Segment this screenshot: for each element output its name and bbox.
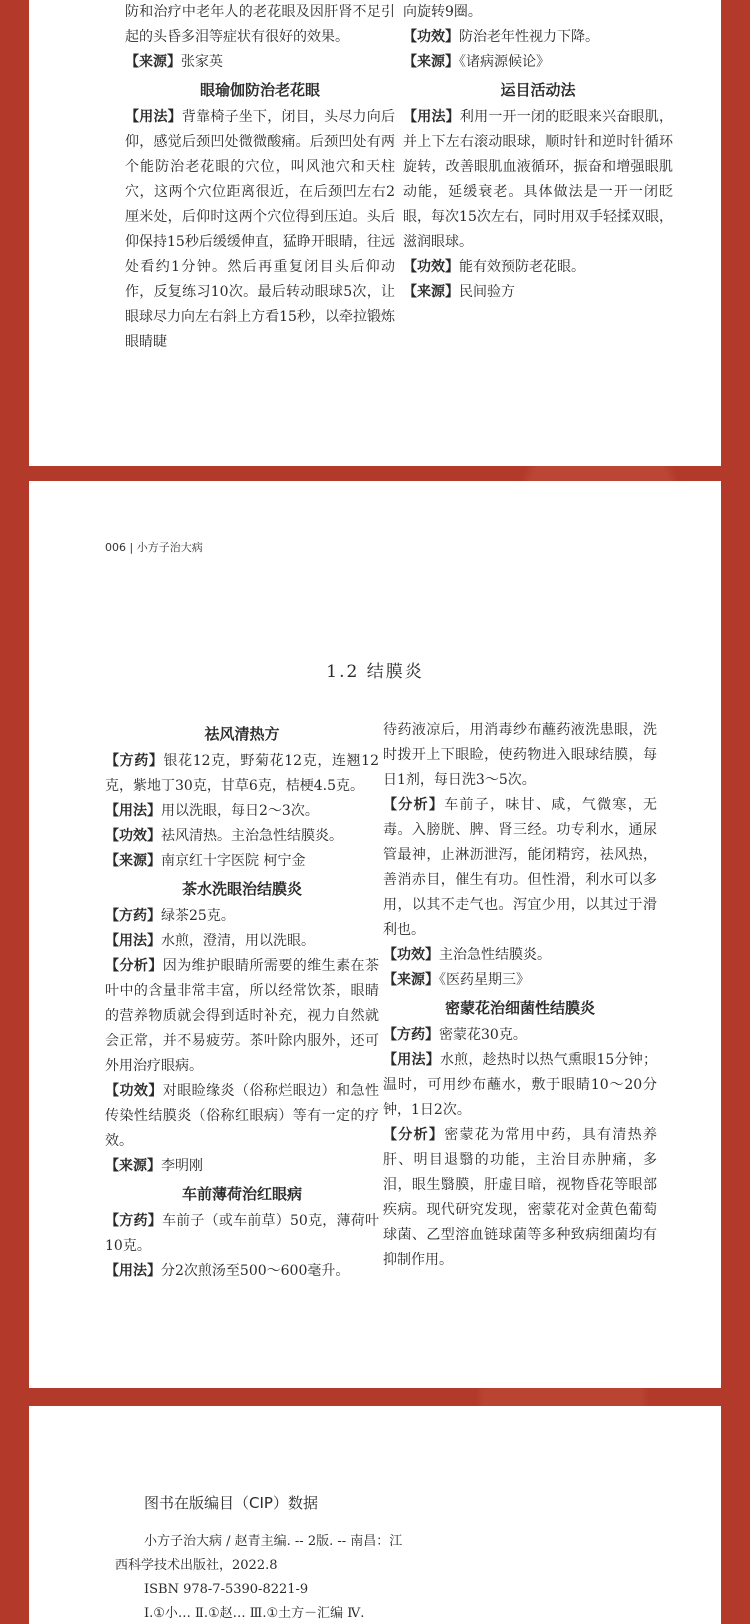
field-text: 银花12克，野菊花12克，连翘12克，紫地丁30克，甘草6克，桔梗4.5克。 (105, 753, 379, 794)
field-tag: 【用法】 (125, 109, 182, 125)
field-tag: 【来源】 (383, 972, 439, 988)
labeled-paragraph (105, 1079, 379, 1154)
cip-line: 西科学技术出版社，2022.8 (115, 1558, 278, 1573)
field-text: 《医药星期三》 (439, 972, 530, 988)
field-text: 密蒙花30克。 (439, 1027, 527, 1043)
page2-left-column (105, 719, 379, 1284)
field-text: 密蒙花为常用中药，具有清热养肝、明目退翳的功能，主治目赤肿痛，多泪，眼生翳膜，肝虚目暗，视物昏花等眼部疾病。现代研究发现，密蒙花对金黄色葡萄球菌、乙型溶血链球菌等多种致病细菌均有抑制作用。 (383, 1127, 658, 1268)
labeled-paragraph (125, 105, 395, 355)
field-text: 民间验方 (459, 284, 515, 300)
section-heading: 眼瑜伽防治老花眼 (199, 81, 320, 99)
labeled-paragraph (105, 824, 379, 849)
field-tag: 【分析】 (383, 797, 445, 813)
labeled-paragraph (105, 1209, 379, 1259)
labeled-paragraph (105, 929, 379, 954)
field-text: 车前子，味甘、咸，气微寒，无毒。入膀胱、脾、肾三经。功专利水，通尿管最神，止淋沥泄泻，能闭精窍，祛风热，善消赤目，催生有功。但性滑，利水可以多用，以其不走气也。泻宜少用，以其过于滑利也。 (383, 797, 658, 938)
cip-title: 图书在版编目（CIP）数据 (144, 1494, 318, 1512)
labeled-paragraph (403, 25, 673, 50)
field-tag: 【方药】 (105, 753, 164, 769)
field-tag: 【用法】 (105, 1263, 161, 1279)
field-text: 分2次煎汤至500～600毫升。 (161, 1263, 350, 1279)
labeled-paragraph (383, 793, 657, 943)
section-heading: 密蒙花治细菌性结膜炎 (444, 999, 595, 1017)
field-text: 张家英 (181, 54, 223, 70)
field-tag: 【功效】 (383, 947, 439, 963)
running-header: 006 | 小方子治大病 (105, 541, 203, 554)
cip-line: ISBN 978-7-5390-8221-9 (144, 1582, 309, 1597)
labeled-paragraph (383, 1048, 657, 1123)
labeled-paragraph (105, 849, 379, 874)
field-text: 水煎，澄清，用以洗眼。 (161, 933, 315, 949)
paragraph: 向旋转9圈。 (403, 4, 482, 20)
labeled-paragraph (105, 749, 379, 799)
field-tag: 【用法】 (403, 109, 460, 125)
paragraph: 待药液凉后，用消毒纱布蘸药液洗患眼，洗时拨开上下眼睑，使药物进入眼球结膜，每日1剂，每日洗3～5次。 (383, 722, 657, 788)
labeled-paragraph (105, 1154, 379, 1179)
page2-right-column (383, 718, 657, 1273)
field-tag: 【方药】 (105, 908, 161, 924)
field-text: 祛风清热。主治急性结膜炎。 (161, 828, 343, 844)
page1-right-column (403, 0, 673, 305)
field-tag: 【来源】 (125, 54, 181, 70)
field-text: 《诸病源候论》 (459, 54, 550, 70)
cip-page (29, 1406, 721, 1624)
labeled-paragraph (403, 280, 673, 305)
book-page-middle (29, 481, 721, 1388)
field-text: 水煎，趁热时以热气熏眼15分钟；温时，可用纱布蘸水，敷于眼睛10～20分钟，1日2次。 (383, 1052, 657, 1118)
field-tag: 【来源】 (105, 1158, 161, 1174)
labeled-paragraph (125, 50, 395, 75)
field-text: 利用一开一闭的眨眼来兴奋眼肌，并上下左右滚动眼球，顺时针和逆时针循环旋转，改善眼肌血液循环，振奋和增强眼肌动能，延缓衰老。具体做法是一开一闭眨眼，每次15次左右，同时用双手轻揉双眼，滋润眼球。 (403, 109, 674, 250)
page1-left-column (125, 0, 395, 355)
field-text: 主治急性结膜炎。 (439, 947, 551, 963)
book-page-top (29, 0, 721, 466)
field-tag: 【方药】 (383, 1027, 439, 1043)
labeled-paragraph (383, 968, 657, 993)
section-heading: 车前薄荷治红眼病 (181, 1185, 302, 1203)
field-text: 能有效预防老花眼。 (459, 259, 585, 275)
cip-line: 小方子治大病 / 赵青主编. -- 2版. -- 南昌：江 (144, 1534, 403, 1549)
chapter-title: 1.2 结膜炎 (326, 662, 424, 682)
labeled-paragraph (383, 1123, 657, 1273)
field-tag: 【分析】 (383, 1127, 445, 1143)
labeled-paragraph (383, 1023, 657, 1048)
field-tag: 【功效】 (105, 828, 161, 844)
cip-body (115, 1530, 445, 1624)
field-tag: 【来源】 (105, 853, 161, 869)
field-tag: 【来源】 (403, 54, 459, 70)
labeled-paragraph (403, 105, 673, 255)
paragraph: 防和治疗中老年人的老花眼及因肝肾不足引起的头昏多泪等症状有很好的效果。 (125, 4, 395, 45)
field-text: 背靠椅子坐下，闭目，头尽力向后仰，感觉后颈凹处微微酸痛。后颈凹处有两个能防治老花眼的穴位，叫风池穴和天柱穴，这两个穴位距离很近，在后颈凹左右2厘米处，后仰时这两个穴位得到压迫。头后仰保持15秒后缓缓伸直，猛睁开眼睛，往远处看约1分钟。然后再重复闭目头后仰动作，反复练习10次。最后转动眼球5次，让眼球尽力向左右斜上方看15秒，以牵拉锻炼眼睛睫 (125, 109, 396, 350)
field-tag: 【用法】 (105, 933, 161, 949)
labeled-paragraph (105, 904, 379, 929)
field-tag: 【来源】 (403, 284, 459, 300)
field-tag: 【方药】 (105, 1213, 162, 1229)
field-text: 绿茶25克。 (161, 908, 235, 924)
labeled-paragraph (403, 50, 673, 75)
field-tag: 【用法】 (383, 1052, 440, 1068)
section-heading: 祛风清热方 (204, 725, 280, 743)
cip-line: Ⅰ.①小… Ⅱ.①赵… Ⅲ.①土方－汇编 Ⅳ. (144, 1606, 365, 1621)
field-text: 因为维护眼睛所需要的维生素在茶叶中的含量非常丰富，所以经常饮茶，眼睛的营养物质就会得到适时补充，视力自然就会正常，并不易疲劳。茶叶除内服外，还可外用治疗眼病。 (105, 958, 380, 1074)
field-text: 李明刚 (161, 1158, 203, 1174)
section-heading: 茶水洗眼治结膜炎 (181, 880, 302, 898)
field-tag: 【功效】 (403, 259, 459, 275)
field-text: 防治老年性视力下降。 (459, 29, 599, 45)
field-text: 车前子（或车前草）50克，薄荷叶10克。 (105, 1213, 379, 1254)
labeled-paragraph (105, 1259, 379, 1284)
labeled-paragraph (383, 943, 657, 968)
labeled-paragraph (403, 255, 673, 280)
field-tag: 【功效】 (403, 29, 459, 45)
field-tag: 【功效】 (105, 1083, 163, 1099)
field-text: 用以洗眼，每日2～3次。 (161, 803, 319, 819)
labeled-paragraph (105, 954, 379, 1079)
field-tag: 【用法】 (105, 803, 161, 819)
field-text: 对眼睑缘炎（俗称烂眼边）和急性传染性结膜炎（俗称红眼病）等有一定的疗效。 (105, 1083, 380, 1149)
field-tag: 【分析】 (105, 958, 163, 974)
field-text: 南京红十字医院 柯宁金 (161, 853, 306, 869)
section-heading: 运目活动法 (500, 81, 576, 99)
labeled-paragraph (105, 799, 379, 824)
